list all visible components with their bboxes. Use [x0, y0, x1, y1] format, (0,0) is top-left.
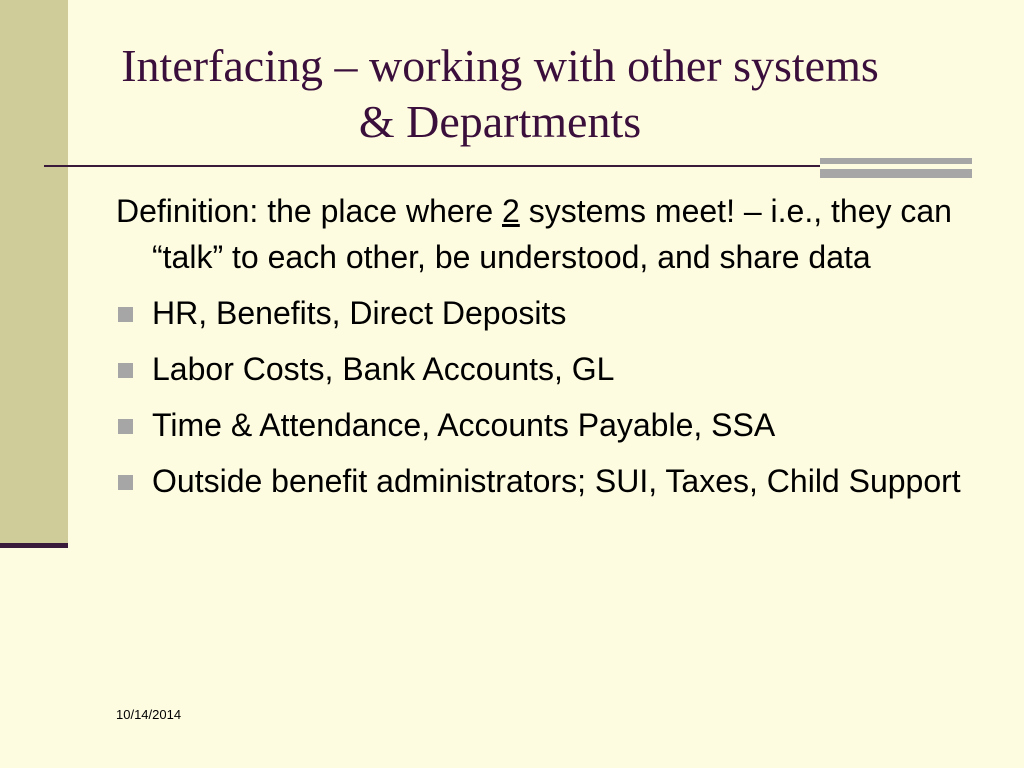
slide-body	[116, 188, 976, 514]
bullet-text: Time & Attendance, Accounts Payable, SSA	[152, 407, 776, 443]
square-bullet-icon	[118, 307, 133, 322]
left-decorative-bar	[0, 0, 68, 547]
title-divider-line	[44, 165, 820, 167]
bullet-item	[116, 346, 976, 392]
gray-accent-bar-bottom	[820, 169, 972, 178]
bullet-item	[116, 290, 976, 336]
definition-text-end: systems meet! – i.e., they can “talk” to each other, be understood, and share data	[152, 193, 952, 275]
bullet-item	[116, 458, 976, 504]
bullet-item	[116, 402, 976, 448]
bullet-text: Labor Costs, Bank Accounts, GL	[152, 351, 615, 387]
gray-accent-bar-top	[820, 158, 972, 164]
slide-date: 10/14/2014	[116, 707, 182, 722]
square-bullet-icon	[118, 419, 133, 434]
square-bullet-icon	[118, 363, 133, 378]
left-accent-line	[0, 543, 68, 548]
bullet-text: HR, Benefits, Direct Deposits	[152, 295, 567, 331]
definition-text-start: Definition: the place where	[116, 193, 502, 229]
definition-emphasis: 2	[502, 193, 520, 229]
slide-title: Interfacing – working with other systems & Departments	[121, 40, 879, 147]
definition-paragraph	[116, 188, 976, 280]
bullet-text: Outside benefit administrators; SUI, Taxes, Child Support	[152, 463, 961, 499]
square-bullet-icon	[118, 475, 133, 490]
